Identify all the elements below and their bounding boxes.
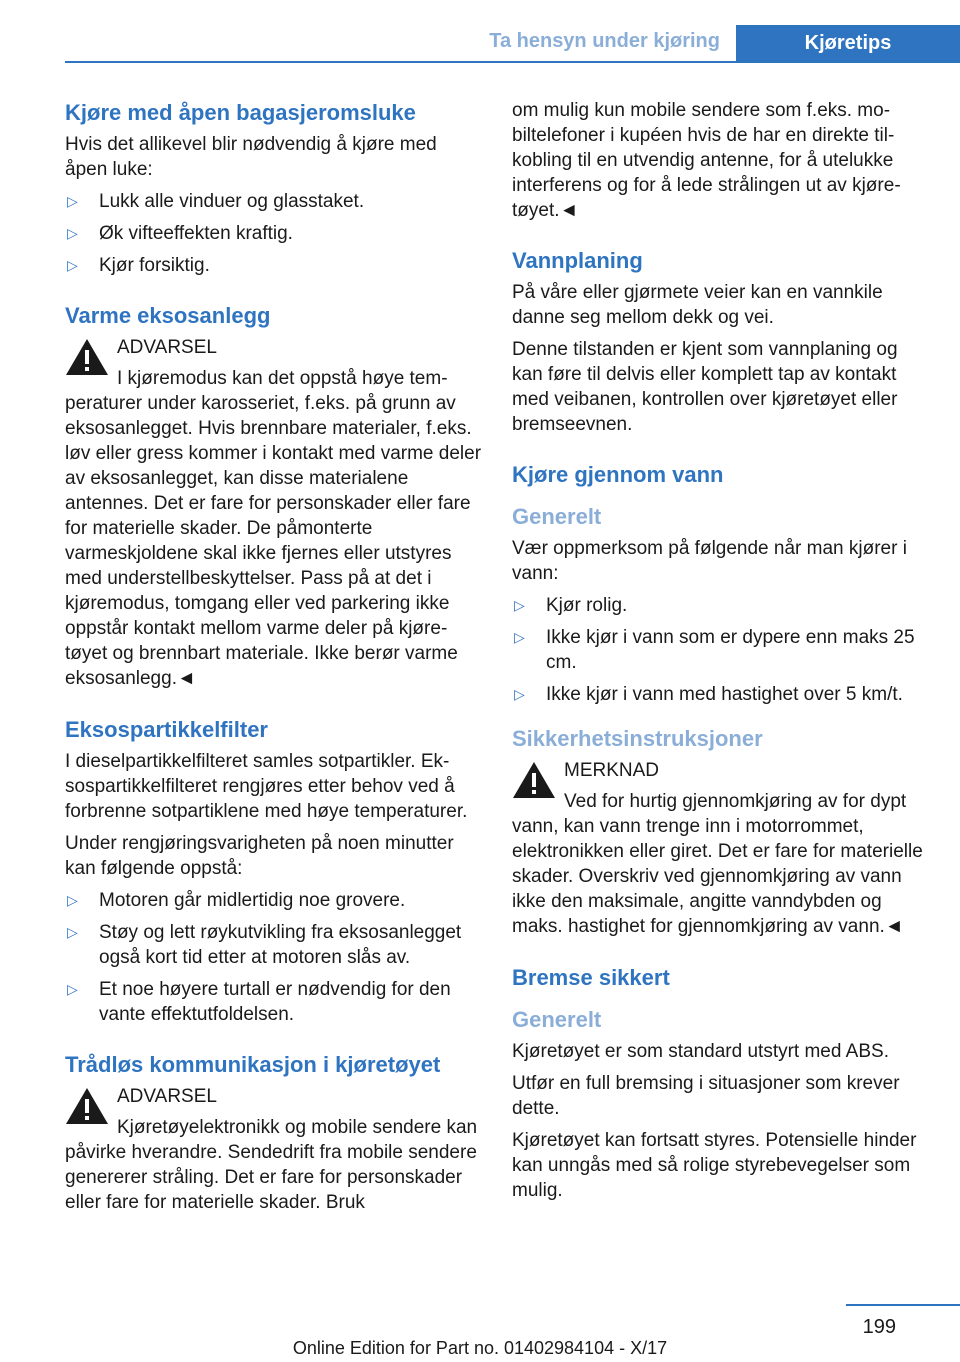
warning-triangle-icon [65, 1086, 109, 1126]
section-title-open-trunk: Kjøre med åpen bagasjeromsluke [65, 100, 416, 125]
paragraph: Utfør en full bremsing i situasjoner som krever dette. [512, 1073, 900, 1119]
section-title-hot-exhaust: Varme eksosanlegg [65, 303, 271, 328]
list-item: ▷ Kjør rolig. [512, 593, 930, 618]
notice-label: MERKNAD [564, 760, 660, 781]
warning-box [65, 1084, 483, 1215]
warning-triangle-icon [512, 760, 556, 800]
list-item: ▷ Et noe høyere turtall er nødvendig for den vante effektutfoldelsen. [65, 977, 483, 1027]
page-number: 199 [862, 1316, 896, 1338]
warning-text: I kjøremodus kan det oppstå høye temperaturer under karosseriet, f.eks. på grunn av eksosanlegget. Hvis brennbare materialer, f.eks. løv eller gress kommer i kontakt med varme deler av eksosanlegget, kan disse materialene antennes. Det er fare for personskader eller fare for materielle skader. De påmonterte varmeskjoldene skal ikke fjernes eller utstyres med understellbeskyttelser. Pass på at det i kjøremodus, tomgang eller ved parkering ikke oppstår kontakt mellom varme deler på kjøretøyet og brennbart materiale. Ikke berør varme eksosanlegg.◄ [65, 368, 482, 689]
warning-text: Kjøretøyelektronikk og mobile sendere kan påvirke hverandre. Sendedrift fra mobile sendere genererer stråling. Det er fare for personskader eller fare for materielle skader. Bruk [65, 1117, 478, 1213]
warning-label: ADVARSEL [117, 1086, 217, 1107]
page-header [0, 0, 960, 62]
bullet-list [65, 189, 483, 278]
list-item: ▷ Ikke kjør i vann med hastighet over 5 km/t. [512, 682, 930, 707]
list-item: ▷ Kjør forsiktig. [65, 253, 483, 278]
notice-box [512, 758, 930, 939]
header-section-title: Ta hensyn under kjøring [489, 30, 720, 52]
paragraph: Under rengjøringsvarigheten på noen minutter kan følgende oppstå: [65, 833, 454, 879]
list-item: ▷ Øk vifteeffekten kraftig. [65, 221, 483, 246]
warning-triangle-icon [65, 337, 109, 377]
edition-footer: Online Edition for Part no. 01402984104 - X/17 [292, 1338, 668, 1358]
section-title-safe-braking: Bremse sikkert [512, 965, 670, 990]
subsection-title-general: Generelt [512, 1007, 602, 1032]
bullet-list [512, 593, 930, 707]
notice-text: Ved for hurtig gjennomkjøring av for dypt vann, kan vann trenge inn i motorrommet, elektronikken eller giret. Det er fare for materielle skader. Overskriv ved gjennomkjøring av vann ikke den maksimale, angitte vanndybden og maks. hastighet for gjennomkjøring av vann.◄ [512, 791, 923, 937]
list-item: ▷ Lukk alle vinduer og glasstaket. [65, 189, 483, 214]
right-column [512, 98, 930, 1210]
footer-divider [846, 1304, 960, 1306]
left-column [65, 98, 483, 1223]
warning-box [65, 335, 483, 691]
paragraph: Vær oppmerksom på følgende når man kjører i vann: [512, 538, 907, 584]
list-item: ▷ Motoren går midlertidig noe grovere. [65, 888, 483, 913]
subsection-title-safety: Sikkerhetsinstruksjoner [512, 726, 763, 751]
list-item: ▷ Ikke kjør i vann som er dypere enn maks 25 cm. [512, 625, 930, 675]
paragraph: På våre eller gjørmete veier kan en vannkile danne seg mellom dekk og vei. [512, 282, 883, 328]
header-chapter-tab: Kjøretips [736, 25, 960, 62]
bullet-list [65, 888, 483, 1027]
section-title-particle-filter: Eksospartikkelfilter [65, 717, 268, 742]
paragraph: Kjøretøyet er som standard utstyrt med ABS. [512, 1041, 889, 1062]
paragraph: Hvis det allikevel blir nødvendig å kjøre med åpen luke: [65, 134, 437, 180]
warning-label: ADVARSEL [117, 337, 217, 358]
paragraph: I dieselpartikkelfilteret samles sotpartikler. Eksospartikkelfilteret rengjøres etter behov ved å forbrenne sotpartiklene med høye temperaturer. [65, 751, 468, 822]
paragraph: Denne tilstanden er kjent som vannplaning og kan føre til delvis eller komplett tap av kontakt med veibanen, kontrollen over kjøretøyet eller bremseevnen. [512, 339, 898, 435]
header-divider [65, 61, 960, 63]
paragraph: Kjøretøyet kan fortsatt styres. Potensielle hinder kan unngås med så rolige styrebevegelser som mulig. [512, 1130, 917, 1201]
subsection-title-general: Generelt [512, 504, 602, 529]
list-item: ▷ Støy og lett røykutvikling fra eksosanlegget også kort tid etter at motoren slås av. [65, 920, 483, 970]
section-title-wireless: Trådløs kommunikasjon i kjøretøyet [65, 1052, 441, 1077]
section-title-aquaplaning: Vannplaning [512, 248, 643, 273]
section-title-driving-through-water: Kjøre gjennom vann [512, 462, 724, 487]
paragraph-continued: om mulig kun mobile sendere som f.eks. mobiltelefoner i kupéen hvis de har en direkte tilkobling til en utvendig antenne, for å utelukke interferens og for å lede strålingen ut av kjøretøyet.◄ [512, 100, 901, 221]
